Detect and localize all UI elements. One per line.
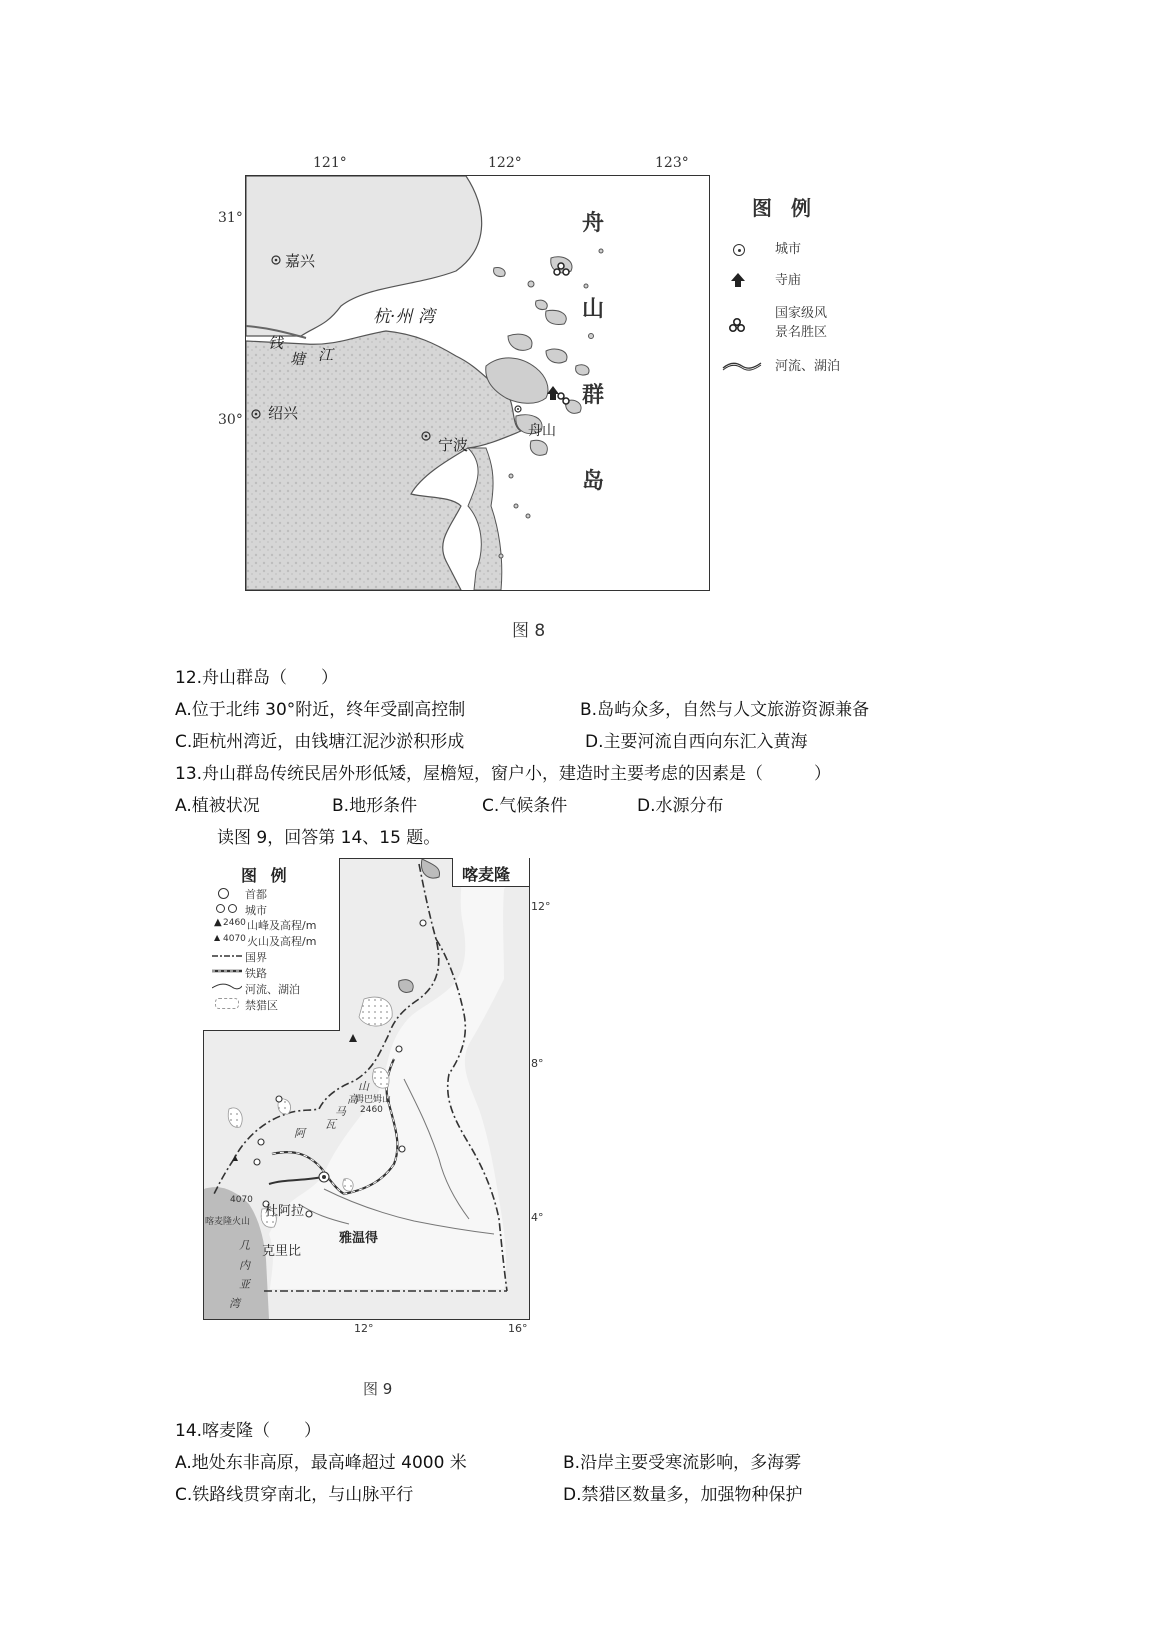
legend-scenic-icon (728, 317, 746, 333)
label-bay-1: 几 (239, 1239, 250, 1252)
legend9-border: 国界 (245, 951, 267, 964)
label-shan9: 山 (358, 1080, 369, 1093)
intro-fig9: 读图 9，回答第 14、15 题。 (217, 828, 441, 848)
river-icon (212, 982, 242, 992)
label-zhoushan-city: 舟山 (528, 423, 556, 439)
q14-option-b: B.沿岸主要受寒流影响，多海雾 (563, 1453, 802, 1473)
reserve-icon (215, 998, 239, 1009)
lon-16-label: 16° (508, 1322, 528, 1335)
label-zhou: 舟 (582, 211, 605, 236)
lon-123-label: 123° (655, 155, 689, 171)
legend9-capital: 首都 (245, 888, 267, 901)
q14-stem: 14.喀麦隆（ ） (175, 1421, 322, 1441)
legend9-reserve: 禁猎区 (245, 999, 278, 1012)
q12-option-b: B.岛屿众多，自然与人文旅游资源兼备 (580, 700, 870, 720)
label-a: 阿 (294, 1127, 305, 1140)
legend9-city: 城市 (245, 904, 267, 917)
legend9-title: 图 例 (241, 866, 291, 885)
lon-12-label: 12° (354, 1322, 374, 1335)
label-gao: 高 (347, 1093, 358, 1106)
legend8-scenic-2: 景名胜区 (775, 325, 828, 340)
q13-stem: 13.舟山群岛传统民居外形低矮，屋檐短，窗户小，建造时主要考虑的因素是（ ） (175, 764, 832, 784)
q13-option-a: A.植被状况 (175, 796, 260, 816)
q13-option-d: D.水源分布 (637, 796, 724, 816)
label-wa: 瓦 (325, 1118, 336, 1131)
label-yaounde: 雅温得 (339, 1231, 379, 1246)
label-jiaxing: 嘉兴 (285, 252, 316, 270)
peninsula (468, 448, 502, 590)
label-shaoxing: 绍兴 (268, 404, 299, 422)
q13-option-b: B.地形条件 (332, 796, 418, 816)
label-peak-h: 2460 (360, 1105, 383, 1115)
label-qiantang-2: 塘 (290, 350, 306, 368)
label-shan: 山 (582, 297, 605, 322)
legend9-volcano: 火山及高程/m (247, 935, 317, 948)
north-shore (246, 176, 482, 336)
figure9-caption: 图 9 (363, 1380, 393, 1398)
label-qiantang-3: 江 (318, 346, 334, 364)
q12-option-a: A.位于北纬 30°附近，终年受副高控制 (175, 700, 466, 720)
city-icon (216, 904, 225, 913)
label-bay-3: 亚 (239, 1278, 250, 1291)
lat-31-label: 31° (218, 210, 243, 226)
railway-icon (212, 968, 242, 974)
label-volcano: 喀麦隆火山 (205, 1217, 251, 1227)
label-duala: 杜阿拉 (265, 1204, 305, 1219)
label-hangzhou-bay: 杭·州 湾 (373, 307, 435, 327)
lon-122-label: 122° (488, 155, 522, 171)
lon-121-label: 121° (313, 155, 347, 171)
figure8-map-drawing (246, 176, 709, 590)
legend-city-icon (733, 244, 745, 256)
label-peak: 姆巴姆山 (355, 1095, 392, 1105)
label-volcano-h: 4070 (230, 1195, 253, 1205)
q13-option-c: C.气候条件 (482, 796, 568, 816)
label-dao: 岛 (582, 469, 605, 494)
figure8-map (245, 175, 710, 591)
legend9-river: 河流、湖泊 (245, 983, 300, 996)
lat-30-label: 30° (218, 412, 243, 428)
lat-4-label: 4° (531, 1211, 544, 1224)
legend8-title: 图 例 (752, 196, 817, 220)
legend-temple-icon (730, 272, 746, 288)
label-kribi: 克里比 (262, 1244, 302, 1259)
label-bay-2: 内 (239, 1259, 250, 1272)
legend8-river: 河流、湖泊 (775, 359, 841, 374)
q12-option-d: D.主要河流自西向东汇入黄海 (585, 732, 808, 752)
volcano-icon: ▲ (214, 933, 221, 942)
q12-option-c: C.距杭州湾近，由钱塘江泥沙淤积形成 (175, 732, 465, 752)
legend8-city: 城市 (775, 242, 802, 257)
legend8-temple: 寺庙 (775, 273, 802, 288)
capital-icon (218, 888, 229, 899)
border-line-icon (212, 953, 242, 959)
legend9-volcano-h: 4070 (223, 934, 246, 944)
q14-option-a: A.地处东非高原，最高峰超过 4000 米 (175, 1453, 467, 1473)
legend8-scenic-1: 国家级风 (775, 306, 828, 321)
mountain-peak-icon: ▲ (214, 917, 222, 928)
legend9-railway: 铁路 (245, 967, 267, 980)
label-bay-4: 湾 (229, 1297, 240, 1310)
label-qiantang-1: 钱 (268, 334, 284, 352)
lat-8-label: 8° (531, 1057, 544, 1070)
label-ma: 马 (335, 1105, 346, 1118)
legend-river-icon (722, 360, 762, 372)
city-small-icon (228, 904, 237, 913)
label-ningbo: 宁波 (438, 436, 469, 454)
q14-option-d: D.禁猎区数量多，加强物种保护 (563, 1485, 803, 1505)
q12-stem: 12.舟山群岛（ ） (175, 668, 339, 688)
figure9-title: 喀麦隆 (462, 865, 511, 884)
figure8-caption: 图 8 (512, 621, 546, 641)
lat-12-label: 12° (531, 900, 551, 913)
legend9-peak-h: 2460 (223, 918, 246, 928)
legend9-peak: 山峰及高程/m (247, 919, 317, 932)
label-qun: 群 (582, 383, 605, 408)
q14-option-c: C.铁路线贯穿南北，与山脉平行 (175, 1485, 414, 1505)
